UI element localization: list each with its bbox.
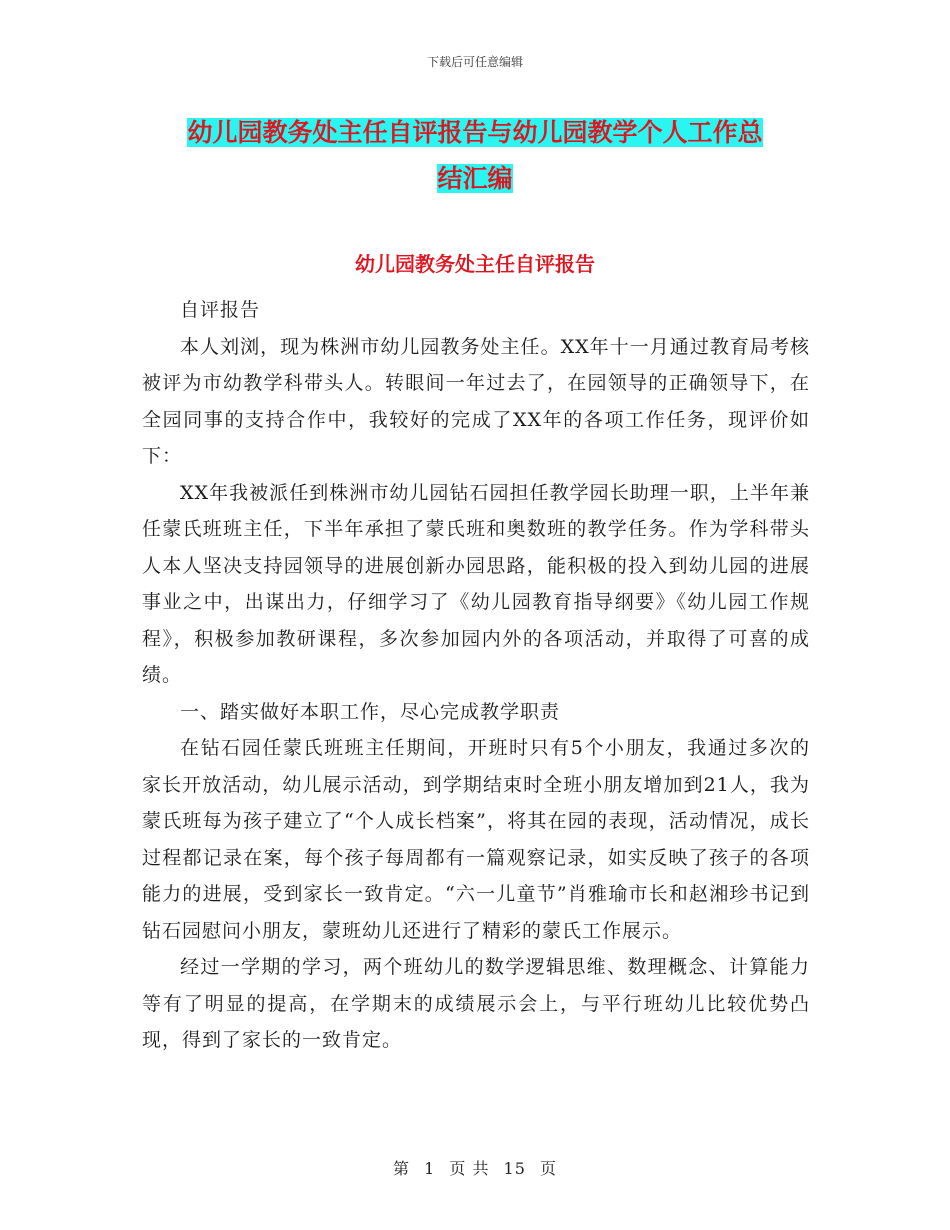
page-suffix: 页	[540, 1159, 558, 1178]
paragraph: 经过一学期的学习，两个班幼儿的数学逻辑思维、数理概念、计算能力等有了明显的提高，在学期末的成绩展示会上，与平行班幼儿比较优势凸现，得到了家长的一致肯定。	[142, 956, 810, 1051]
document-title	[140, 110, 810, 202]
page-current: 1	[424, 1159, 436, 1178]
section-title: 幼儿园教务处主任自评报告	[355, 252, 595, 276]
document-title-line2: 结汇编	[437, 164, 513, 193]
paragraph: 本人刘浏，现为株洲市幼儿园教务处主任。XX年十一月通过教育局考核被评为市幼教学科带头人。转眼间一年过去了，在园领导的正确领导下，在全园同事的支持合作中，我较好的完成了XX年的各项工作任务，现评价如下：	[142, 335, 810, 467]
document-body	[142, 292, 810, 1059]
document-title-line1: 幼儿园教务处主任自评报告与幼儿园教学个人工作总	[187, 118, 763, 147]
paragraph: 自评报告	[180, 299, 261, 321]
page-total: 15	[503, 1159, 526, 1178]
paragraph: XX年我被派任到株洲市幼儿园钻石园担任教学园长助理一职，上半年兼任蒙氏班班主任，下半年承担了蒙氏班和奥数班的教学任务。作为学科带头人本人坚决支持园领导的进展创新办园思路，能积极的投入到幼儿园的进展事业之中，出谋出力，仔细学习了《幼儿园教育指导纲要》《幼儿园工作规程》，积极参加教研课程，多次参加园内外的各项活动，并取得了可喜的成绩。	[142, 481, 810, 686]
paragraph-heading: 一、踏实做好本职工作，尽心完成教学职责	[180, 700, 561, 723]
header-note: 下载后可任意编辑	[426, 55, 523, 69]
paragraph: 在钻石园任蒙氏班班主任期间，开班时只有5个小朋友，我通过多次的家长开放活动，幼儿展示活动，到学期结束时全班小朋友增加到21人，我为蒙氏班每为孩子建立了“个人成长档案”，将其在园的表现，活动情况，成长过程都记录在案，每个孩子每周都有一篇观察记录，如实反映了孩子的各项能力的进展，受到家长一致肯定。“六一儿童节”肖雅瑜市长和赵湘珍书记到钻石园慰问小朋友，蒙班幼儿还进行了精彩的蒙氏工作展示。	[142, 737, 810, 942]
page-footer	[0, 1156, 950, 1179]
page-prefix: 第	[392, 1159, 410, 1178]
page-mid: 页 共	[449, 1159, 490, 1178]
